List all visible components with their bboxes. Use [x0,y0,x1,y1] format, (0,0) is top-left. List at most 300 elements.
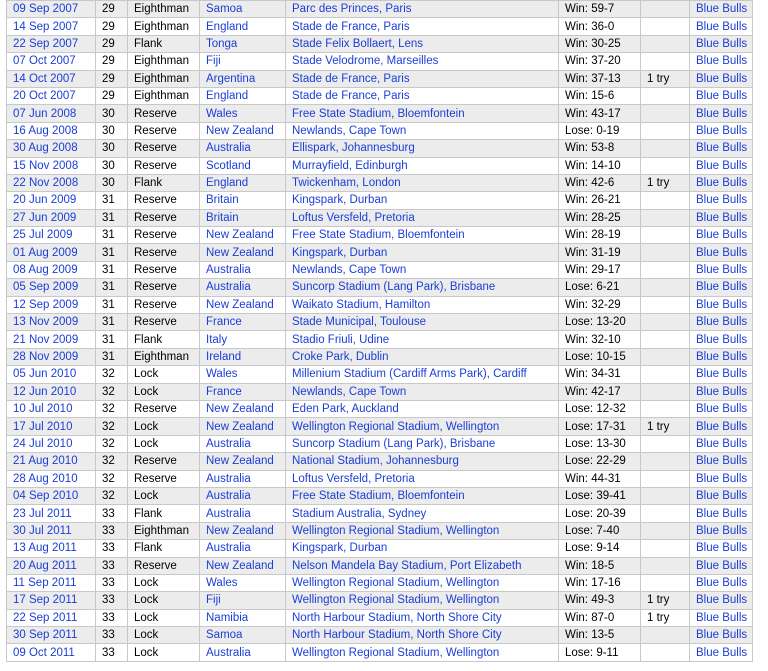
venue-link[interactable]: Free State Stadium, Bloemfontein [292,490,465,503]
result-cell: Win: 37-13 [565,72,621,85]
points-cell [641,557,690,574]
table-row [7,279,753,296]
date-link[interactable]: 22 Sep 2007 [13,37,79,50]
venue-link[interactable]: Free State Stadium, Bloemfontein [292,229,465,242]
table-row [7,261,753,278]
venue-link[interactable]: Stade de France, Paris [292,20,410,33]
points-cell [641,314,690,331]
venue-link[interactable]: Stade de France, Paris [292,72,410,85]
date-link[interactable]: 30 Aug 2008 [13,142,78,155]
team-link[interactable]: Blue Bulls [696,246,748,259]
points-cell [641,1,690,18]
opponent-link[interactable]: Australia [206,437,251,450]
opponent-cell [200,592,286,609]
result-cell [559,400,641,417]
venue-link[interactable]: Suncorp Stadium (Lang Park), Brisbane [292,437,496,450]
team-link[interactable]: Blue Bulls [696,3,748,16]
venue-link[interactable]: Newlands, Cape Town [292,264,407,277]
venue-link[interactable]: Ellispark, Johannesburg [292,142,415,155]
venue-link[interactable]: North Harbour Stadium, North Shore City [292,611,502,624]
venue-link[interactable]: Waikato Stadium, Hamilton [292,298,431,311]
result-cell [559,227,641,244]
opponent-link[interactable]: Samoa [206,3,243,16]
match-history-table [6,0,753,662]
venue-cell [286,105,559,122]
position-cell: Lock [134,611,159,624]
date-link[interactable]: 09 Oct 2011 [13,646,75,659]
venue-link[interactable]: North Harbour Stadium, North Shore City [292,629,502,642]
team-link[interactable]: Blue Bulls [696,594,748,607]
venue-cell [286,296,559,313]
team-cell [690,157,753,174]
position-cell [128,522,200,539]
venue-link[interactable]: Suncorp Stadium (Lang Park), Brisbane [292,281,496,294]
table-row [7,557,753,574]
venue-cell [286,470,559,487]
date-link[interactable]: 30 Jul 2011 [13,524,72,537]
result-cell: Lose: 6-21 [565,281,620,294]
age-cell [96,261,128,278]
opponent-cell [200,122,286,139]
age-cell [96,331,128,348]
team-link[interactable]: Blue Bulls [696,194,748,207]
venue-link[interactable]: Croke Park, Dublin [292,351,389,363]
venue-link[interactable]: Nelson Mandela Bay Stadium, Port Elizabeth [292,559,522,572]
date-cell [7,574,96,591]
age-cell: 33 [102,611,115,624]
position-cell: Eighthman [134,55,189,68]
table-row [7,122,753,139]
opponent-cell [200,435,286,452]
team-cell [690,140,753,157]
position-cell [128,540,200,557]
date-link[interactable]: 23 Jul 2011 [13,507,72,520]
team-link[interactable]: Blue Bulls [696,333,748,346]
date-cell [7,1,96,18]
venue-link[interactable]: National Stadium, Johannesburg [292,455,459,468]
age-cell [96,87,128,104]
opponent-link[interactable]: Britain [206,194,239,207]
table-row [7,70,753,87]
team-cell [690,348,753,365]
date-link[interactable]: 08 Aug 2009 [13,264,78,277]
age-cell: 30 [102,107,115,120]
result-cell: Win: 36-0 [565,20,615,33]
team-link[interactable]: Blue Bulls [696,420,748,433]
venue-link[interactable]: Kingspark, Durban [292,542,388,555]
venue-link[interactable]: Stade Velodrome, Marseilles [292,55,439,68]
date-link[interactable]: 22 Nov 2008 [13,177,79,190]
opponent-link[interactable]: Tonga [206,37,238,50]
age-cell: 30 [102,177,115,190]
result-cell: Win: 37-20 [565,55,621,68]
venue-cell [286,487,559,504]
date-link[interactable]: 12 Jun 2010 [13,385,77,398]
points-cell [641,227,690,244]
opponent-link[interactable]: New Zealand [206,124,274,137]
team-link[interactable]: Blue Bulls [696,524,748,537]
date-link[interactable]: 01 Aug 2009 [13,246,78,259]
venue-link[interactable]: Free State Stadium, Bloemfontein [292,107,465,120]
team-link[interactable]: Blue Bulls [696,90,748,103]
opponent-link[interactable]: Fiji [206,594,221,607]
team-link[interactable]: Blue Bulls [696,472,748,485]
result-cell [559,314,641,331]
date-link[interactable]: 13 Aug 2011 [13,542,77,555]
points-cell [641,192,690,209]
venue-cell [286,87,559,104]
venue-cell [286,592,559,609]
opponent-link[interactable]: Wales [206,577,238,590]
date-cell [7,644,96,661]
result-cell: Lose: 0-19 [565,124,620,137]
opponent-link[interactable]: France [206,316,242,329]
position-cell: Reserve [134,281,177,294]
team-link[interactable]: Blue Bulls [696,37,748,50]
venue-link[interactable]: Stade de France, Paris [292,90,410,103]
team-link[interactable]: Blue Bulls [696,124,748,137]
date-link[interactable]: 05 Sep 2009 [13,281,79,294]
date-link[interactable]: 10 Jul 2010 [13,403,73,416]
result-cell: Win: 42-17 [565,385,621,398]
points-cell [641,470,690,487]
age-cell [96,557,128,574]
date-cell [7,157,96,174]
result-cell [559,348,641,365]
date-link[interactable]: 05 Jun 2010 [13,368,77,381]
date-cell [7,557,96,574]
opponent-cell [200,522,286,539]
team-link[interactable]: Blue Bulls [696,577,748,590]
opponent-link[interactable]: Australia [206,264,251,277]
opponent-link[interactable]: Australia [206,646,251,659]
venue-cell [286,1,559,18]
team-link[interactable]: Blue Bulls [696,211,748,224]
opponent-link[interactable]: Australia [206,472,251,485]
opponent-link[interactable]: Wales [206,368,238,381]
date-link[interactable]: 07 Oct 2007 [13,55,76,68]
opponent-link[interactable]: New Zealand [206,420,274,433]
venue-link[interactable]: Stade Felix Bollaert, Lens [292,37,424,50]
age-cell [96,470,128,487]
opponent-link[interactable]: New Zealand [206,524,274,537]
team-link[interactable]: Blue Bulls [696,368,748,381]
date-link[interactable]: 09 Sep 2007 [13,3,79,16]
result-cell: Win: 87-0 [565,611,615,624]
opponent-cell [200,227,286,244]
date-link[interactable]: 25 Jul 2009 [13,229,73,242]
date-cell [7,227,96,244]
opponent-link[interactable]: Scotland [206,159,251,172]
age-cell [96,53,128,70]
points-cell [641,383,690,400]
opponent-cell [200,53,286,70]
team-link[interactable]: Blue Bulls [696,72,748,85]
team-link[interactable]: Blue Bulls [696,351,748,363]
result-cell: Win: 13-5 [565,629,615,642]
team-cell [690,609,753,626]
team-cell [690,400,753,417]
opponent-link[interactable]: Australia [206,142,251,155]
date-cell [7,470,96,487]
team-link[interactable]: Blue Bulls [696,316,748,329]
venue-link[interactable]: Stadium Australia, Sydney [292,507,427,520]
result-cell: Lose: 13-30 [565,437,626,450]
result-cell [559,209,641,226]
opponent-link[interactable]: Italy [206,333,228,346]
date-link[interactable]: 30 Sep 2011 [13,629,78,642]
venue-cell [286,157,559,174]
position-cell: Flank [134,37,163,50]
venue-link[interactable]: Wellington Regional Stadium, Wellington [292,420,500,433]
date-link[interactable]: 17 Jul 2010 [13,420,73,433]
table-row [7,435,753,452]
position-cell [128,70,200,87]
age-cell [96,540,128,557]
points-cell [641,279,690,296]
points-cell [641,522,690,539]
opponent-link[interactable]: Namibia [206,611,249,624]
date-cell [7,209,96,226]
points-cell [641,209,690,226]
position-cell: Lock [134,368,159,381]
team-link[interactable]: Blue Bulls [696,159,748,172]
date-link[interactable]: 07 Jun 2008 [13,107,77,120]
result-cell [559,35,641,52]
position-cell: Reserve [134,159,177,172]
opponent-link[interactable]: England [206,20,249,33]
venue-link[interactable]: Loftus Versfeld, Pretoria [292,472,415,485]
position-cell: Eighthman [134,351,189,363]
table-row [7,18,753,35]
points-cell [641,261,690,278]
opponent-link[interactable]: Australia [206,281,251,294]
team-link[interactable]: Blue Bulls [696,403,748,416]
table-row [7,105,753,122]
opponent-link[interactable]: Britain [206,211,239,224]
opponent-link[interactable]: New Zealand [206,559,274,572]
opponent-link[interactable]: New Zealand [206,246,274,259]
date-cell [7,540,96,557]
table-row [7,314,753,331]
date-link[interactable]: 21 Aug 2010 [13,455,78,468]
points-cell [641,592,690,609]
opponent-cell [200,609,286,626]
team-link[interactable]: Blue Bulls [696,229,748,242]
position-cell: Lock [134,437,159,450]
venue-link[interactable]: Wellington Regional Stadium, Wellington [292,577,500,590]
venue-link[interactable]: Stade Municipal, Toulouse [292,316,427,329]
opponent-link[interactable]: New Zealand [206,298,274,311]
age-cell [96,644,128,661]
date-link[interactable]: 14 Sep 2007 [13,20,79,33]
date-cell [7,366,96,383]
date-link[interactable]: 20 Oct 2007 [13,90,76,103]
date-link[interactable]: 17 Sep 2011 [13,594,78,607]
age-cell [96,70,128,87]
team-cell [690,592,753,609]
team-cell [690,209,753,226]
opponent-link[interactable]: Samoa [206,629,243,642]
age-cell: 32 [102,368,115,381]
opponent-link[interactable]: New Zealand [206,229,274,242]
date-link[interactable]: 28 Nov 2009 [13,351,79,363]
opponent-cell [200,140,286,157]
opponent-link[interactable]: Fiji [206,55,221,68]
venue-link[interactable]: Stadio Friuli, Udine [292,333,390,346]
team-link[interactable]: Blue Bulls [696,437,748,450]
opponent-link[interactable]: England [206,177,249,190]
result-cell [559,557,641,574]
age-cell: 31 [102,333,115,346]
result-cell [559,487,641,504]
result-cell [559,296,641,313]
team-link[interactable]: Blue Bulls [696,611,748,624]
venue-link[interactable]: Loftus Versfeld, Pretoria [292,211,415,224]
opponent-cell [200,35,286,52]
position-cell: Reserve [134,298,177,311]
opponent-link[interactable]: Wales [206,107,238,120]
team-link[interactable]: Blue Bulls [696,507,748,520]
venue-link[interactable]: Eden Park, Auckland [292,403,399,416]
age-cell: 33 [102,524,115,537]
team-cell [690,192,753,209]
venue-link[interactable]: Wellington Regional Stadium, Wellington [292,524,500,537]
result-cell [559,418,641,435]
position-cell [128,487,200,504]
team-link[interactable]: Blue Bulls [696,298,748,311]
date-link[interactable]: 28 Aug 2010 [13,472,78,485]
table-row [7,348,753,365]
team-link[interactable]: Blue Bulls [696,629,748,642]
result-cell: Win: 28-19 [565,229,621,242]
age-cell [96,140,128,157]
date-link[interactable]: 24 Jul 2010 [13,437,73,450]
date-cell [7,261,96,278]
team-link[interactable]: Blue Bulls [696,646,748,659]
team-link[interactable]: Blue Bulls [696,55,748,68]
date-link[interactable]: 15 Nov 2008 [13,159,79,172]
position-cell [128,609,200,626]
table-row [7,296,753,313]
team-link[interactable]: Blue Bulls [696,455,748,468]
opponent-link[interactable]: New Zealand [206,455,274,468]
table-row [7,157,753,174]
date-link[interactable]: 20 Jun 2009 [13,194,77,207]
position-cell: Flank [134,333,163,346]
table-row [7,53,753,70]
venue-link[interactable]: Newlands, Cape Town [292,124,407,137]
result-cell [559,261,641,278]
team-link[interactable]: Blue Bulls [696,177,748,190]
date-link[interactable]: 04 Sep 2010 [13,490,79,503]
venue-link[interactable]: Parc des Princes, Paris [292,3,412,16]
date-link[interactable]: 22 Sep 2011 [13,611,78,624]
team-link[interactable]: Blue Bulls [696,264,748,277]
venue-link[interactable]: Wellington Regional Stadium, Wellington [292,646,500,659]
team-link[interactable]: Blue Bulls [696,542,748,555]
team-link[interactable]: Blue Bulls [696,107,748,120]
venue-cell [286,227,559,244]
venue-link[interactable]: Kingspark, Durban [292,246,388,259]
result-cell [559,53,641,70]
age-cell: 32 [102,385,115,398]
date-cell [7,87,96,104]
team-cell [690,296,753,313]
venue-link[interactable]: Newlands, Cape Town [292,385,407,398]
date-link[interactable]: 27 Jun 2009 [13,211,77,224]
result-cell: Lose: 13-20 [565,316,626,329]
team-link[interactable]: Blue Bulls [696,559,748,572]
opponent-cell [200,331,286,348]
position-cell: Lock [134,646,159,659]
venue-cell [286,574,559,591]
venue-link[interactable]: Wellington Regional Stadium, Wellington [292,594,500,607]
team-link[interactable]: Blue Bulls [696,490,748,503]
opponent-cell [200,574,286,591]
opponent-link[interactable]: Ireland [206,351,242,363]
result-cell [559,453,641,470]
venue-link[interactable]: Murrayfield, Edinburgh [292,159,408,172]
team-link[interactable]: Blue Bulls [696,281,748,294]
opponent-cell [200,279,286,296]
team-link[interactable]: Blue Bulls [696,20,748,33]
date-cell [7,592,96,609]
venue-cell [286,348,559,365]
position-cell: Reserve [134,142,177,155]
opponent-link[interactable]: Argentina [206,72,256,85]
date-link[interactable]: 11 Sep 2011 [13,577,77,590]
date-link[interactable]: 14 Oct 2007 [13,72,76,85]
venue-cell [286,418,559,435]
opponent-link[interactable]: France [206,385,242,398]
opponent-link[interactable]: Australia [206,507,251,520]
venue-cell [286,331,559,348]
opponent-link[interactable]: Australia [206,542,251,555]
date-link[interactable]: 16 Aug 2008 [13,124,78,137]
position-cell [128,140,200,157]
opponent-link[interactable]: New Zealand [206,403,274,416]
age-cell: 30 [102,159,115,172]
venue-link[interactable]: Twickenham, London [292,177,401,190]
opponent-cell [200,383,286,400]
date-link[interactable]: 12 Sep 2009 [13,298,79,311]
team-cell [690,453,753,470]
age-cell [96,627,128,644]
opponent-link[interactable]: England [206,90,249,103]
age-cell [96,157,128,174]
date-cell [7,192,96,209]
opponent-cell [200,400,286,417]
result-cell: Win: 28-25 [565,211,621,224]
points-cell [641,87,690,104]
date-link[interactable]: 20 Aug 2011 [13,559,77,572]
table-row [7,209,753,226]
position-cell [128,627,200,644]
table-row [7,609,753,626]
venue-link[interactable]: Kingspark, Durban [292,194,388,207]
age-cell [96,366,128,383]
team-link[interactable]: Blue Bulls [696,385,748,398]
opponent-link[interactable]: Australia [206,490,251,503]
age-cell [96,400,128,417]
date-link[interactable]: 13 Nov 2009 [13,316,79,329]
date-cell [7,627,96,644]
team-link[interactable]: Blue Bulls [696,142,748,155]
table-row [7,227,753,244]
venue-link[interactable]: Millenium Stadium (Cardiff Arms Park), Cardiff [292,368,527,381]
date-link[interactable]: 21 Nov 2009 [13,333,79,346]
